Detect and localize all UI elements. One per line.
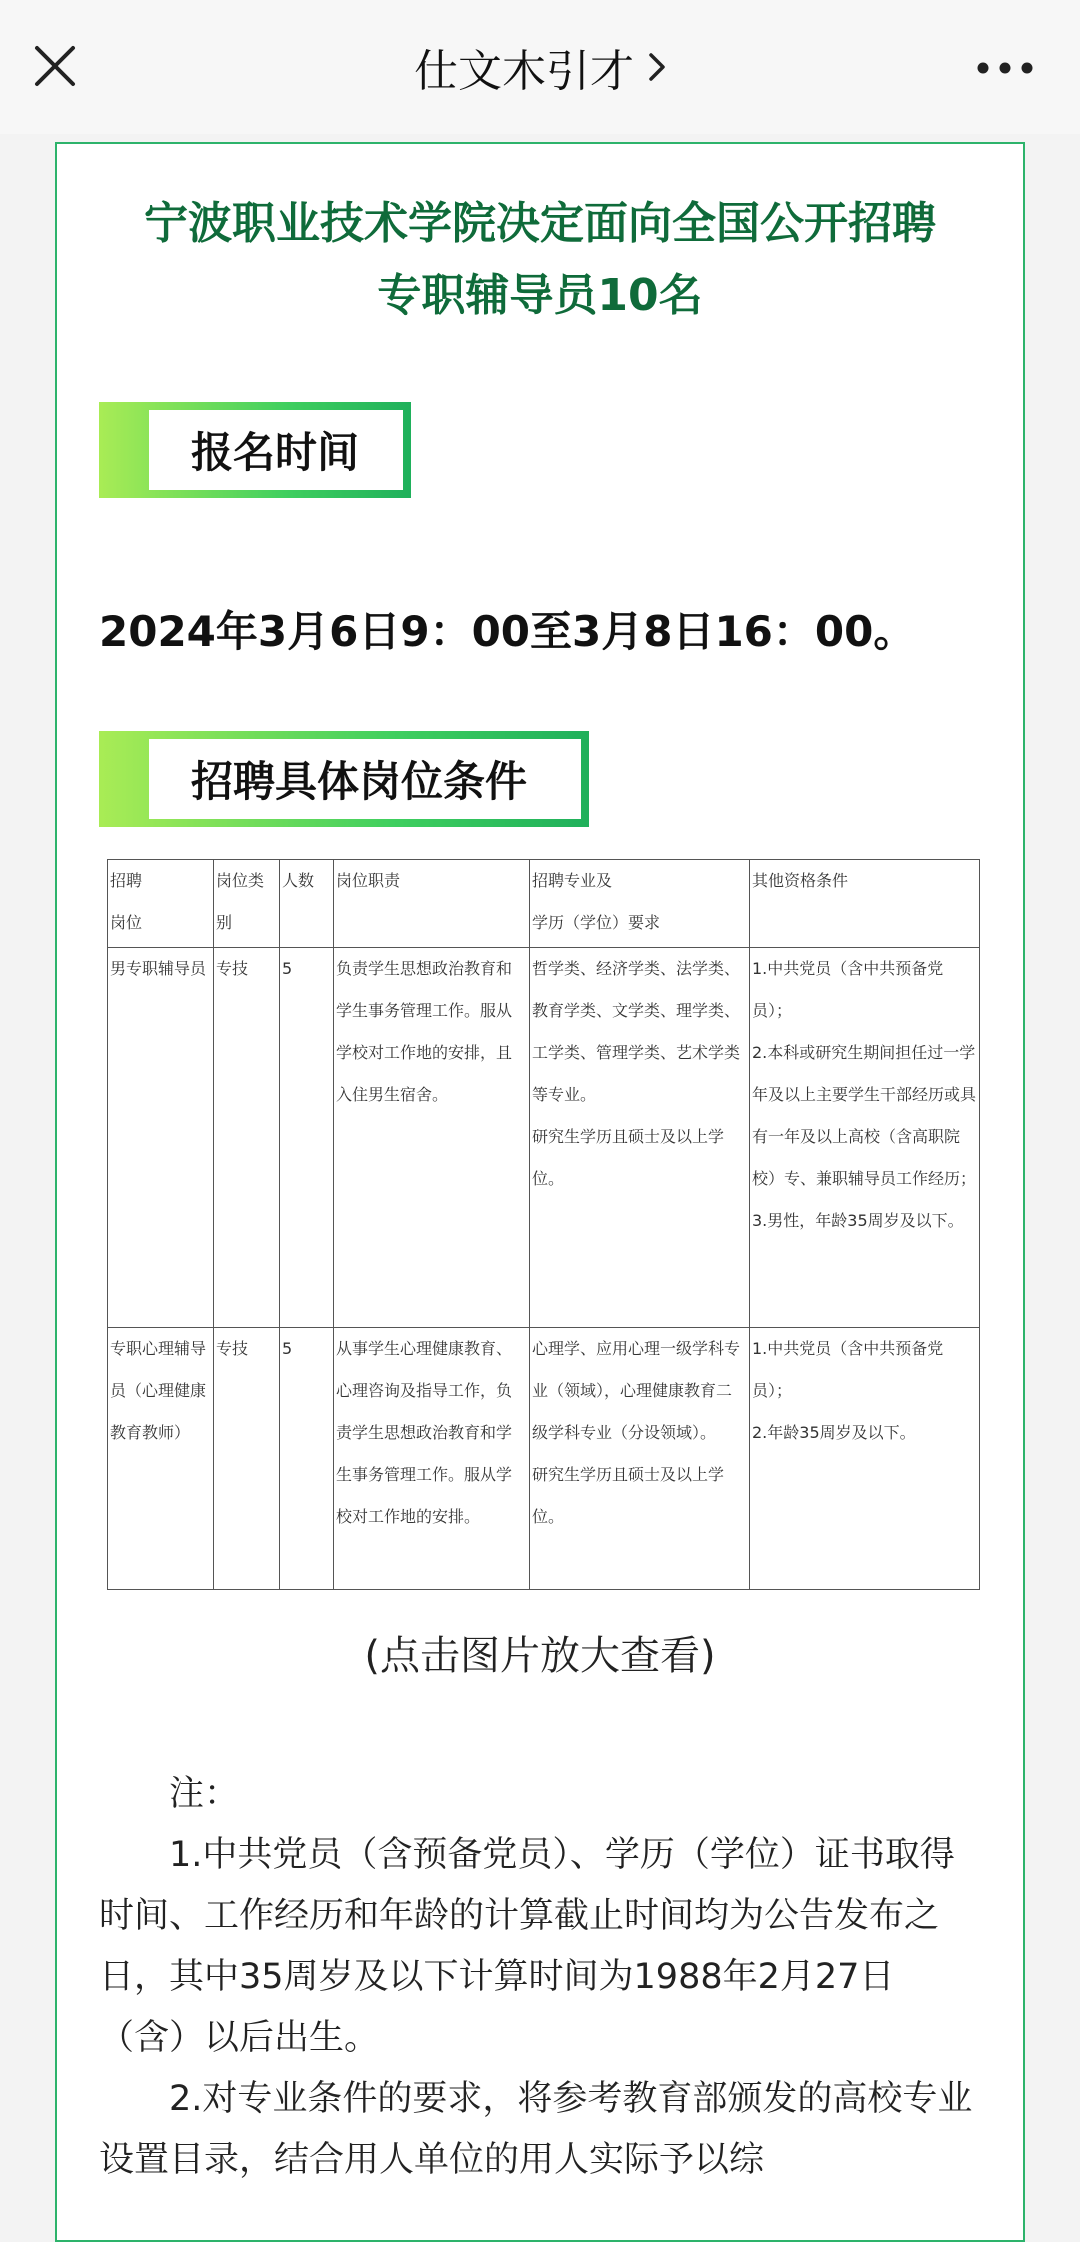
table-cell: 哲学类、经济学类、法学类、教育学类、文学类、理学类、工学类、管理学类、艺术学类等专业。 研究生学历且硕士及以上学位。: [530, 948, 750, 1328]
more-button[interactable]: [970, 48, 1040, 88]
account-title-link[interactable]: [414, 35, 666, 99]
table-row: [108, 948, 980, 1328]
table-cell: 专技: [214, 1328, 280, 1590]
job-table-image[interactable]: [107, 859, 979, 1589]
top-bar: [0, 0, 1080, 134]
table-cell: 专技: [214, 948, 280, 1328]
section-job-conditions: [99, 731, 589, 827]
header-cell: 其他资格条件: [750, 860, 980, 948]
header-cell: 人数: [280, 860, 334, 948]
close-button[interactable]: [30, 38, 80, 94]
close-icon: [34, 45, 76, 87]
image-caption: (点击图片放大查看): [364, 1633, 716, 1679]
article-body: [55, 142, 1025, 2242]
header-cell: 岗位职责: [334, 860, 530, 948]
table-cell: 负责学生思想政治教育和学生事务管理工作。服从学校对工作地的安排，且入住男生宿舍。: [334, 948, 530, 1328]
section-title: 报名时间: [149, 410, 403, 490]
notes-section: [99, 1764, 981, 2191]
section-registration-time: [99, 402, 411, 498]
table-cell: 从事学生心理健康教育、心理咨询及指导工作，负责学生思想政治教育和学生事务管理工作。服从学校对工作地的安排。: [334, 1328, 530, 1590]
note-item: 2.对专业条件的要求，将参考教育部颁发的高校专业设置目录，结合用人单位的用人实际予以综: [99, 2079, 973, 2180]
article-headline: 宁波职业技术学院决定面向全国公开招聘 专职辅导员10名: [144, 198, 936, 321]
table-header-row: [108, 860, 980, 948]
table-cell: 1.中共党员（含中共预备党员）； 2.年龄35周岁及以下。: [750, 1328, 980, 1590]
chevron-right-icon: [648, 51, 666, 83]
table-cell: 1.中共党员（含中共预备党员）； 2.本科或研究生期间担任过一学年及以上主要学生干部经历或具有一年及以上高校（含高职院校）专、兼职辅导员工作经历； 3.男性，年龄35周岁及以下。: [750, 948, 980, 1328]
registration-date: 2024年3月6日9：00至3月8日16：00。: [99, 607, 916, 656]
note-title: 注：: [169, 1774, 240, 1814]
table-row: [108, 1328, 980, 1590]
table-cell: 男专职辅导员: [108, 948, 214, 1328]
table-cell: 5: [280, 948, 334, 1328]
table-cell: 5: [280, 1328, 334, 1590]
note-item: 1.中共党员（含预备党员）、学历（学位）证书取得时间、工作经历和年龄的计算截止时间均为公告发布之日，其中35周岁及以下计算时间为1988年2月27日（含）以后出生。: [99, 1835, 955, 2058]
header-cell: 招聘专业及 学历（学位）要求: [530, 860, 750, 948]
account-title: 仕文木引才: [414, 46, 634, 97]
job-table: [107, 859, 980, 1590]
header-cell: 招聘 岗位: [108, 860, 214, 948]
section-title: 招聘具体岗位条件: [149, 739, 581, 819]
more-icon: [975, 61, 1035, 75]
table-cell: 专职心理辅导员（心理健康教育教师）: [108, 1328, 214, 1590]
header-cell: 岗位类别: [214, 860, 280, 948]
table-cell: 心理学、应用心理一级学科专业（领域），心理健康教育二级学科专业（分设领域）。 研究生学历且硕士及以上学位。: [530, 1328, 750, 1590]
